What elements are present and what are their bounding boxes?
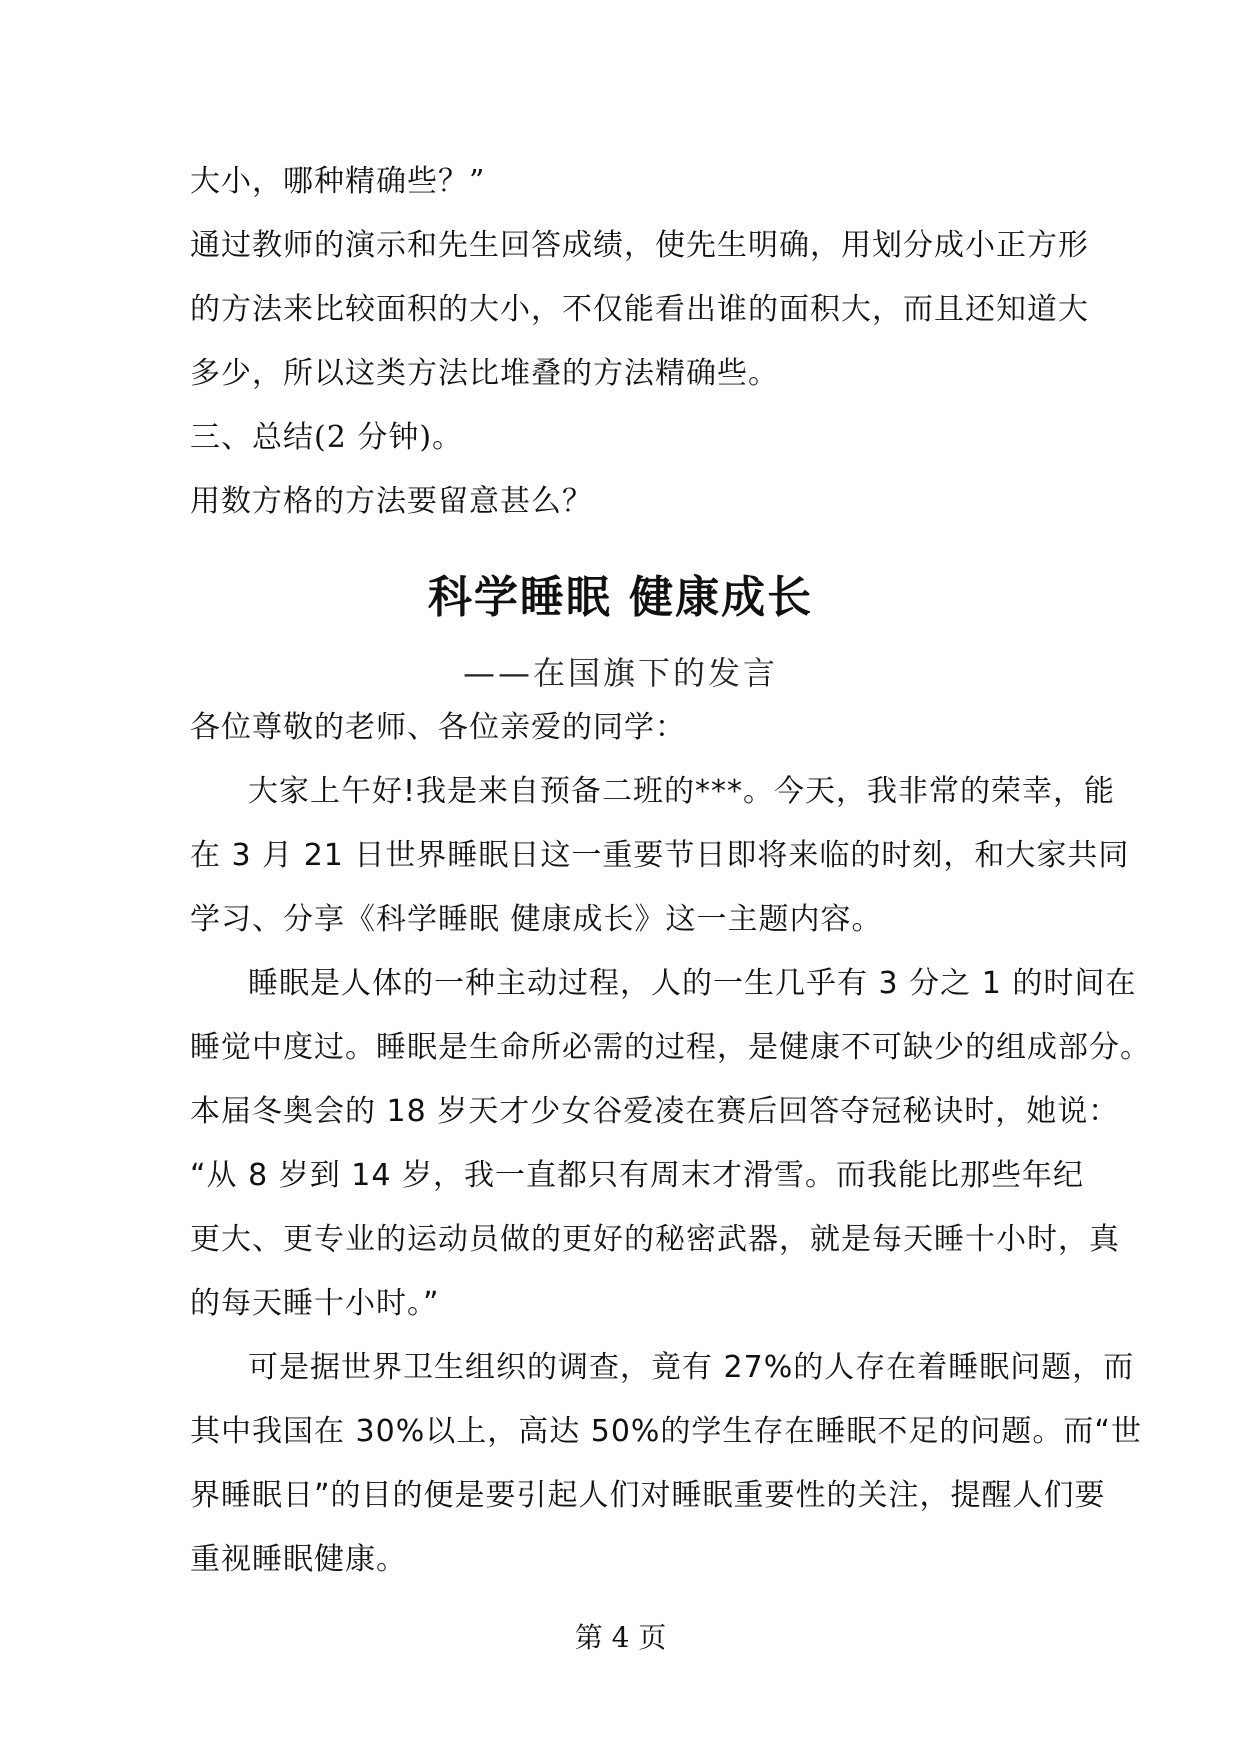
speech-title: 科学睡眠 健康成长 bbox=[427, 572, 814, 623]
paragraph-line: 大家上午好!我是来自预备二班的***。今天，我非常的荣幸，能 bbox=[248, 774, 1116, 809]
text-line: 通过教师的演示和先生回答成绩，使先生明确，用划分成小正方形 bbox=[190, 228, 1089, 263]
paragraph-line: 重视睡眠健康。 bbox=[190, 1542, 407, 1577]
paragraph-line: 在 3 月 21 日世界睡眠日这一重要节日即将来临的时刻，和大家共同 bbox=[190, 838, 1130, 873]
text-line: 大小，哪种精确些？” bbox=[190, 164, 486, 199]
speech-greeting: 各位尊敬的老师、各位亲爱的同学： bbox=[190, 710, 686, 745]
paragraph-line: 其中我国在 30%以上，高达 50%的学生存在睡眠不足的问题。而“世 bbox=[190, 1414, 1142, 1449]
paragraph-line: 更大、更专业的运动员做的更好的秘密武器，就是每天睡十小时，真 bbox=[190, 1222, 1120, 1257]
paragraph-line: 界睡眠日”的目的便是要引起人们对睡眠重要性的关注，提醒人们要 bbox=[190, 1478, 1106, 1513]
text-line: 用数方格的方法要留意甚么？ bbox=[190, 484, 593, 519]
paragraph-line: 本届冬奥会的 18 岁天才少女谷爱凌在赛后回答夺冠秘诀时，她说： bbox=[190, 1094, 1120, 1129]
paragraph-line: “从 8 岁到 14 岁，我一直都只有周末才滑雪。而我能比那些年纪 bbox=[190, 1158, 1084, 1193]
paragraph-line: 学习、分享《科学睡眠 健康成长》这一主题内容。 bbox=[190, 902, 883, 937]
text-line: 多少，所以这类方法比堆叠的方法精确些。 bbox=[190, 356, 779, 391]
speech-subtitle: ——在国旗下的发言 bbox=[462, 654, 778, 692]
page-number: 第 4 页 bbox=[574, 1621, 667, 1654]
paragraph-line: 睡眠是人体的一种主动过程，人的一生几乎有 3 分之 1 的时间在 bbox=[248, 966, 1137, 1001]
paragraph-line: 的每天睡十小时。” bbox=[190, 1286, 440, 1321]
paragraph-line: 可是据世界卫生组织的调查，竟有 27%的人存在着睡眠问题，而 bbox=[248, 1350, 1135, 1385]
paragraph-line: 睡觉中度过。睡眠是生命所必需的过程，是健康不可缺少的组成部分。 bbox=[190, 1030, 1151, 1065]
section-heading: 三、总结(2 分钟)。 bbox=[190, 420, 464, 455]
text-line: 的方法来比较面积的大小，不仅能看出谁的面积大，而且还知道大 bbox=[190, 292, 1089, 327]
